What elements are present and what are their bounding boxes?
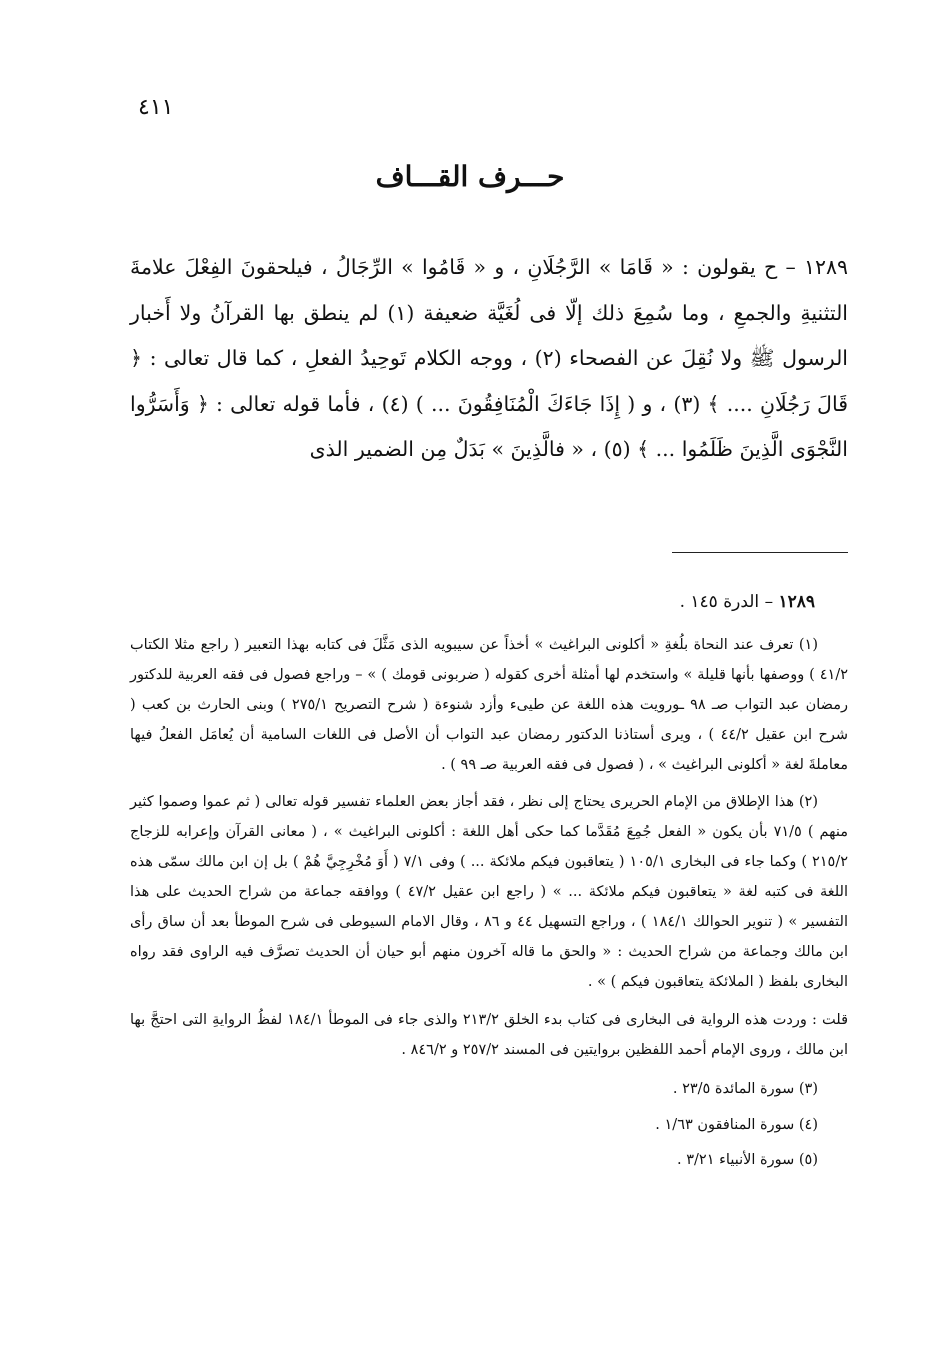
footnotes-section (130, 630, 848, 1179)
chapter-title: حـــرف القـــاف (375, 160, 565, 193)
footnote-header (130, 592, 815, 612)
page-number: ٤١١ (138, 95, 174, 120)
footnote-5: (٥) سورة الأنبياء ٣/٢١ . (677, 1152, 818, 1168)
footnote-2: (٢) هذا الإطلاق من الإمام الحريرى يحتاج إلى نظر ، فقد أجاز بعض العلماء تفسير قوله تعالى ( ثم عموا وصموا كثير منهم ) ٧١/٥ بأن يكون « الفعل جُمِعَ مُقَدَّما كما حكى أهل اللغة : أكلونى البراغيث » ، ( معانى القرآن وإعرابه للزجاج ٢١٥/٢ ) وكما جاء فى البخارى ١٠٥/١ ( يتعاقبون فيكم ملائكة ... ) وفى ٧/١ ( أَوَ مُخْرِجِيَّ هُمْ ) بل إن ابن مالك سمّى هذه اللغة فى كتبه لغة « يتعاقبون فيكم ملائكة ... » ( راجع ابن عقيل ٤٧/٢ ) ووافقه جماعة من شراح الحديث على هذا التفسير » ( تنوير الحوالك ١٨٤/١ ) ، وراجع التسهيل ٤٤ و ٨٦ ، وقال الامام السيوطى فى شرح الموطأ بعد أن ساق رأى ابن مالك وجماعة من شراح الحديث : « والحق ما قاله آخرون منهم أبو حيان أن الحديث تصرَّف فيه الراوى فقد رواه البخارى بلفظ ( الملائكة يتعاقبون فيكم ) » . (130, 794, 849, 990)
editor-note: قلت : وردت هذه الرواية فى البخارى فى كتاب بدء الخلق ٢١٣/٢ والذى جاء فى الموطأ ١٨٤/١ لفظُ الروايةِ التى احتجَّ بها ابن مالك ، وروى الإمام أحمد اللفظين بروايتين فى المسند ٢٥٧/٢ و ٨٤٦/٢ . (130, 1012, 848, 1058)
main-entry-text (130, 245, 848, 473)
footnote-header-text: – الدرة ١٤٥ . (679, 592, 774, 612)
footnote-4: (٤) سورة المنافقون ١/٦٣ . (655, 1116, 818, 1133)
entry-number: ١٢٨٩ – ح (763, 255, 848, 279)
footnote-separator (672, 552, 848, 553)
footnote-header-number: ١٢٨٩ (778, 592, 815, 612)
footnote-1: (١) تعرف عند النحاة بلُغةِ « أكلونى البراغيث » أخذاً عن سيبويه الذى مَثَّلَ فى كتابه بهذا التعبير ( راجع مثلا الكتاب ٤١/٢ ) ووصفها بأنها قليلة » واستخدم لها أمثلة أخرى كقوله ( ضربونى قومك ) » – وراجع فصول فى فقه العربية للدكتور رمضان عبد التواب صـ ٩٨ ـورويت هذه اللغة عن طيىء وأزد شنوءة ( شرح التصريح ٢٧٥/١ ) وبنى الحارث بن كعب ( شرح ابن عقيل ٤٤/٢ ) ، ويرى أستاذنا الدكتور رمضان عبد التواب أن الأصل فى اللغات السامية أن يُعامَل الفعلُ فيها معاملةَ لغة « أكلونى البراغيث » ، ( فصول فى فقه العربية صـ ٩٩ ) . (130, 637, 848, 773)
footnote-3: (٣) سورة المائدة ٢٣/٥ . (672, 1081, 818, 1097)
entry-body: يقولون : « قَامَا » الرَّجُلَانِ ، و « قَامُوا » الرِّجَالُ ، فيلحقونَ الفِعْلَ علامةَ التثنيةِ والجمعِ ، وما سُمِعَ ذلك إلّا فى لُغَيَّة ضعيفة (١) لم ينطق بها القرآنُ ولا أَخبار الرسول ﷺ ولا نُقِلَ عن الفصحاء (٢) ، ووجه الكلام تَوحِيدُ الفعلِ ، كما قال تعالى : ﴿ قَالَ رَجُلَانِ .... ﴾ (٣) ، و ( إِذَا جَاءَكَ الْمُنَافِقُونَ ... ) (٤) ، فأما قوله تعالى : ﴿ وَأَسَرُّوا النَّجْوَى الَّذِينَ ظَلَمُوا ... ﴾ (٥) ، « فالَّذِينَ » بَدَلٌ مِن الضمير الذى (130, 255, 849, 461)
